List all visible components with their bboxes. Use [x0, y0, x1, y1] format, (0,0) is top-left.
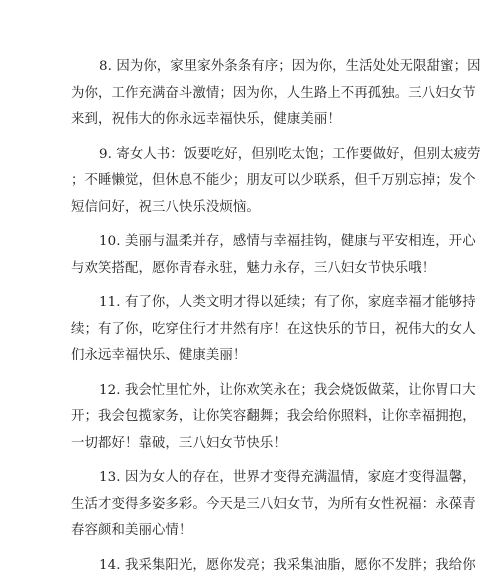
- text-line: 生活才变得多姿多彩。今天是三八妇女节，为所有女性祝福：永葆青: [71, 496, 476, 512]
- text-line: 8. 因为你，家里家外条条有序；因为你，生活处处无限甜蜜；因: [99, 59, 481, 74]
- text-line: 10. 美丽与温柔并存，感情与幸福挂钩，健康与平安相连，开心: [99, 234, 476, 249]
- text-line: 12. 我会忙里忙外，让你欢笑永在；我会烧饭做菜，让你胃口大: [99, 382, 476, 398]
- paragraph-11: [71, 290, 476, 370]
- paragraph-13: [71, 465, 476, 545]
- text-line: 续；有了你，吃穿住行才井然有序！在这快乐的节日，祝伟大的女人: [71, 321, 476, 337]
- text-line: 为你，工作充满奋斗激情；因为你，人生路上不再孤独。三八妇女节: [71, 85, 476, 101]
- text-line: 来到，祝伟大的你永远幸福快乐，健康美丽！: [71, 112, 341, 127]
- paragraph-14: [71, 553, 476, 580]
- text-line: ；不睡懒觉，但休息不能少；朋友可以少联系，但千万别忘掉；发个: [71, 173, 476, 188]
- text-line: 开；我会包揽家务，让你笑容翻舞；我会给你照料，让你幸福拥抱，: [71, 409, 476, 424]
- text-line: 13. 因为女人的存在，世界才变得充满温情，家庭才变得温馨，: [99, 470, 476, 485]
- text-line: 14. 我采集阳光，愿你发亮；我采集油脂，愿你不发胖；我给你: [99, 557, 476, 573]
- document-body: [71, 54, 481, 587]
- paragraph-12: [71, 378, 476, 458]
- text-line: 11. 有了你，人类文明才得以延续；有了你，家庭幸福才能够持: [99, 295, 476, 310]
- paragraph-10: [71, 229, 476, 282]
- text-line: 一切都好！靠破，三八妇女节快乐！: [71, 435, 287, 451]
- text-line: 春容颜和美丽心情！: [71, 523, 193, 538]
- text-line: 与欢笑搭配，愿你青春永驻，魅力永存，三八妇女节快乐哦！: [71, 260, 436, 276]
- text-line: 9. 寄女人书：饭要吃好，但别吃太饱；工作要做好，但别太疲劳: [99, 146, 481, 162]
- text-line: 短信问好，祝三八快乐没烦恼。: [71, 199, 260, 215]
- paragraph-9: [71, 142, 481, 222]
- paragraph-8: [71, 54, 481, 134]
- text-line: 们永远幸福快乐、健康美丽！: [71, 348, 247, 363]
